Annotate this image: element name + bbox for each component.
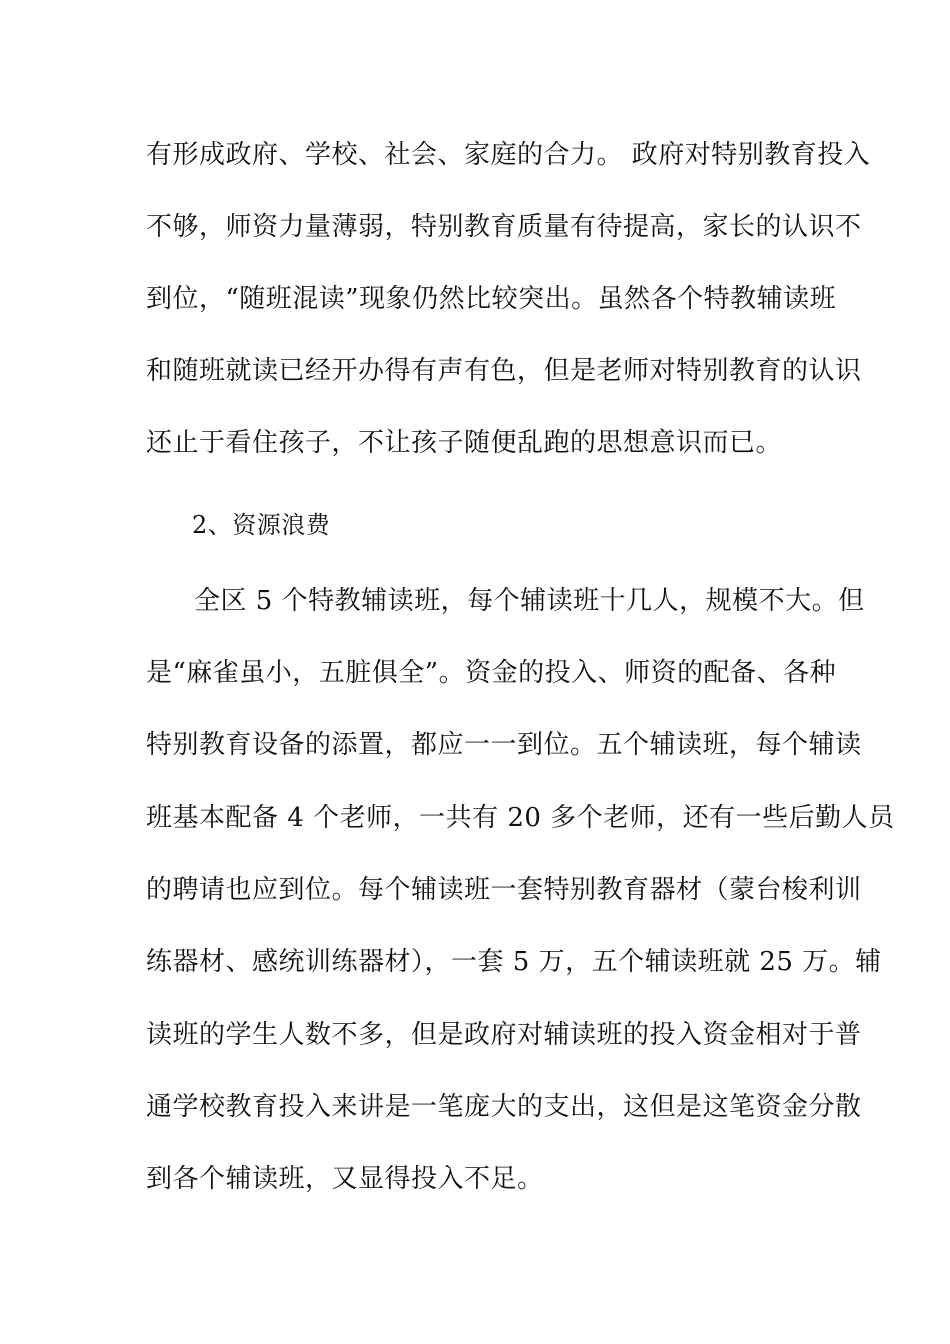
paragraph-line: 到位，“随班混读”现象仍然比较突出。虽然各个特教辅读班: [146, 284, 837, 314]
paragraph-line: 有形成政府、学校、社会、家庭的合力。 政府对特别教育投入: [146, 140, 871, 170]
paragraph-line: 和随班就读已经开办得有声有色，但是老师对特别教育的认识: [146, 356, 862, 386]
paragraph-line: 不够，师资力量薄弱，特别教育质量有待提高，家长的认识不: [146, 212, 862, 242]
paragraph-line: 的聘请也应到位。每个辅读班一套特别教育器材（蒙台梭利训: [146, 875, 862, 905]
paragraph-line: 还止于看住孩子，不让孩子随便乱跑的思想意识而已。: [146, 428, 783, 458]
paragraph-line: 是“麻雀虽小，五脏俱全”。资金的投入、师资的配备、各种: [146, 658, 837, 688]
paragraph-line: 到各个辅读班，又显得投入不足。: [146, 1164, 544, 1194]
paragraph-line: 班基本配备 4 个老师，一共有 20 多个老师，还有一些后勤人员: [146, 803, 895, 833]
paragraph-line: 通学校教育投入来讲是一笔庞大的支出，这但是这笔资金分散: [146, 1092, 862, 1122]
paragraph-line: 全区 5 个特教辅读班，每个辅读班十几人，规模不大。但: [194, 586, 865, 616]
paragraph-line: 练器材、感统训练器材），一套 5 万，五个辅读班就 25 万。辅: [146, 947, 882, 977]
section-heading: 2、资源浪费: [192, 511, 331, 539]
paragraph-line: 特别教育设备的添置，都应一一到位。五个辅读班，每个辅读: [146, 730, 862, 760]
paragraph-line: 读班的学生人数不多，但是政府对辅读班的投入资金相对于普: [146, 1020, 862, 1050]
